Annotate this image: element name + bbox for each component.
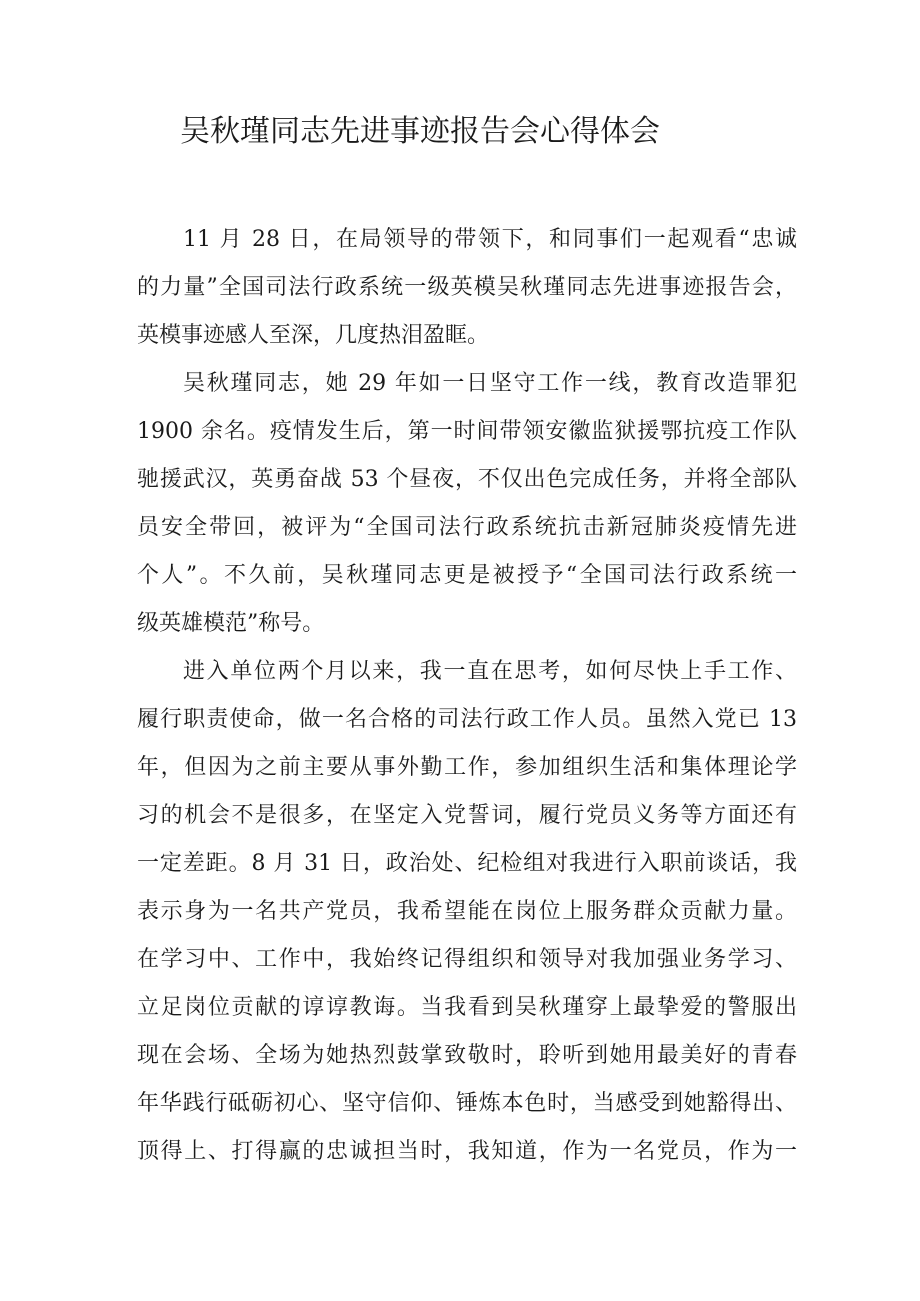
paragraph-2 bbox=[137, 360, 797, 648]
paragraph-1 bbox=[137, 216, 797, 360]
text-line: 11 月 28 日，在局领导的带领下，和同事们一起观看“忠诚 bbox=[183, 227, 797, 252]
text-line: 年，但因为之前主要从事外勤工作，参加组织生活和集体理论学 bbox=[137, 755, 797, 780]
text-line: 进入单位两个月以来，我一直在思考，如何尽快上手工作、 bbox=[183, 659, 797, 684]
text-line: 英模事迹感人至深，几度热泪盈眶。 bbox=[137, 323, 490, 348]
text-line: 的力量”全国司法行政系统一级英模吴秋瑾同志先进事迹报告会， bbox=[137, 275, 797, 300]
text-line: 驰援武汉，英勇奋战 53 个昼夜，不仅出色完成任务，并将全部队 bbox=[137, 467, 797, 492]
text-line: 吴秋瑾同志，她 29 年如一日坚守工作一线，教育改造罪犯 bbox=[183, 371, 797, 396]
text-line: 立足岗位贡献的谆谆教诲。当我看到吴秋瑾穿上最挚爱的警服出 bbox=[137, 995, 797, 1020]
text-line: 级英雄模范”称号。 bbox=[137, 611, 325, 636]
text-line: 一定差距。8 月 31 日，政治处、纪检组对我进行入职前谈话，我 bbox=[137, 851, 797, 876]
paragraph-3 bbox=[137, 648, 797, 1176]
document-body bbox=[137, 216, 797, 1176]
document-title: 吴秋瑾同志先进事迹报告会心得体会 bbox=[180, 114, 660, 149]
text-line: 表示身为一名共产党员，我希望能在岗位上服务群众贡献力量。 bbox=[137, 899, 797, 924]
text-line: 习的机会不是很多，在坚定入党誓词，履行党员义务等方面还有 bbox=[137, 803, 797, 828]
text-line: 年华践行砥砺初心、坚守信仰、锤炼本色时，当感受到她豁得出、 bbox=[137, 1091, 797, 1116]
text-line: 顶得上、打得赢的忠诚担当时，我知道，作为一名党员，作为一 bbox=[137, 1139, 797, 1164]
text-line: 员安全带回，被评为“全国司法行政系统抗击新冠肺炎疫情先进 bbox=[137, 515, 797, 540]
text-line: 个人”。不久前，吴秋瑾同志更是被授予“全国司法行政系统一 bbox=[137, 563, 797, 588]
text-line: 在学习中、工作中，我始终记得组织和领导对我加强业务学习、 bbox=[137, 947, 797, 972]
text-line: 履行职责使命，做一名合格的司法行政工作人员。虽然入党已 13 bbox=[137, 707, 797, 732]
text-line: 现在会场、全场为她热烈鼓掌致敬时，聆听到她用最美好的青春 bbox=[137, 1043, 797, 1068]
text-line: 1900 余名。疫情发生后，第一时间带领安徽监狱援鄂抗疫工作队 bbox=[137, 419, 797, 444]
